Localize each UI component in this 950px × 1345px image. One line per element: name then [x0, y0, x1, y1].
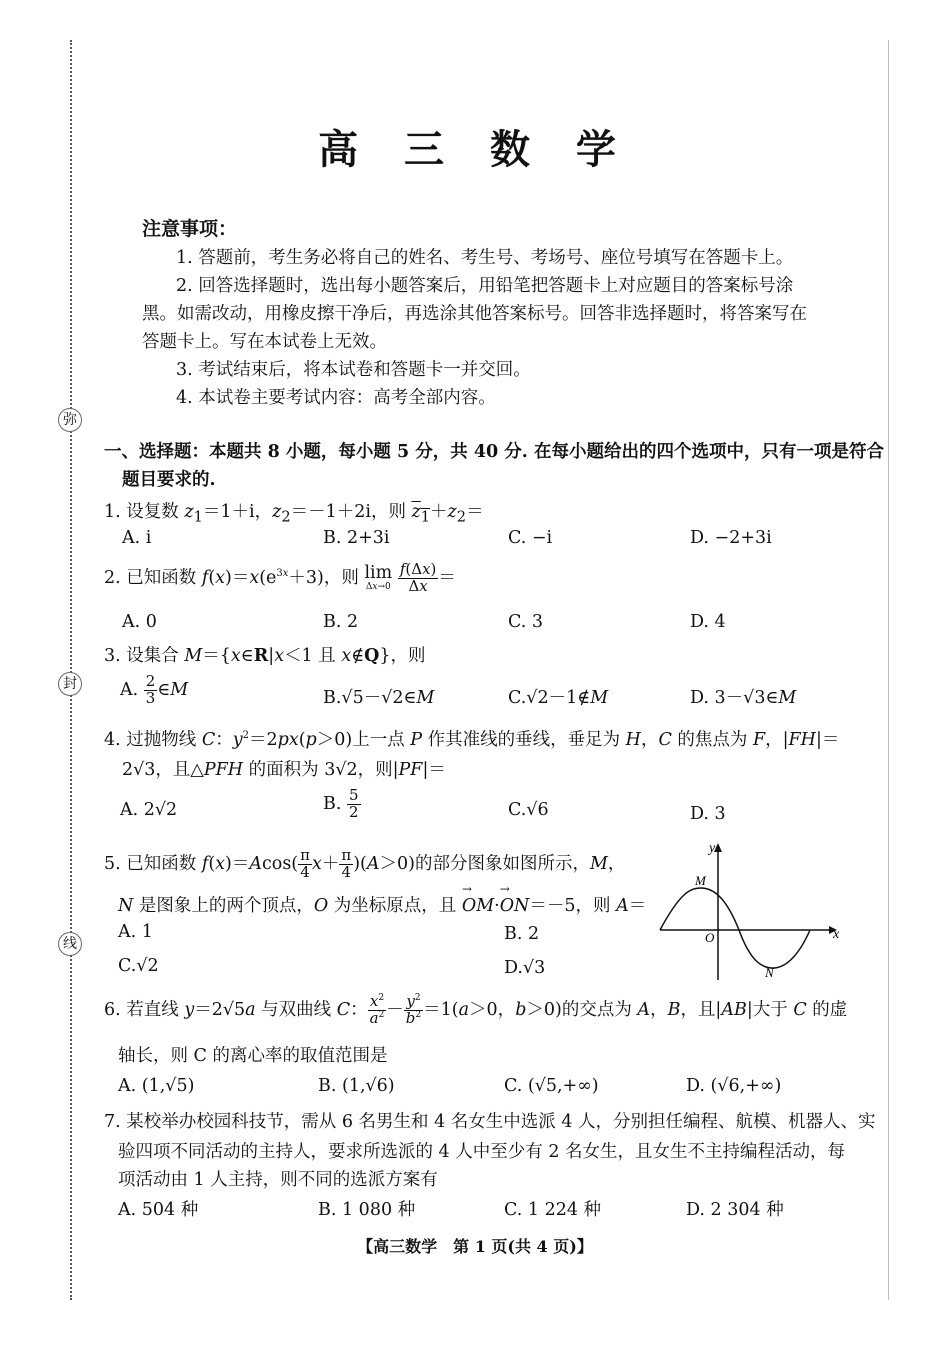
q1-option-c: C. −i	[508, 528, 553, 548]
question-7-cont: 项活动由 1 人主持，则不同的选派方案有	[118, 1170, 438, 1190]
section-heading: 一、选择题：本题共 8 小题，每小题 5 分，共 40 分. 在每小题给出的四个选项中，只有一项是符合	[104, 442, 884, 462]
note-line: 黑。如需改动，用橡皮擦干净后，再选涂其他答案标号。回答非选择题时，将答案写在	[142, 304, 807, 324]
x-axis-label: x	[833, 927, 840, 942]
side-mark-feng: 封	[58, 672, 82, 696]
q3-option-c: C.√2－1∉M	[508, 688, 609, 708]
q5-option-a: A. 1	[118, 922, 153, 942]
q2-option-a: A. 0	[122, 612, 157, 632]
q5-option-d: D.√3	[504, 958, 546, 978]
q1-option-a: A. i	[122, 528, 152, 548]
right-margin-line	[888, 40, 889, 1300]
q1-option-b: B. 2+3i	[323, 528, 390, 548]
q6-option-c: C. (√5,+∞)	[504, 1076, 599, 1096]
q5-option-b: B. 2	[504, 924, 540, 944]
page-title: 高 三 数 学	[318, 126, 632, 173]
note-line: 4. 本试卷主要考试内容：高考全部内容。	[176, 388, 496, 408]
question-1: 1. 设复数 $z_1=1+i$，$z_2=-1+2i$，则 $z_1+z_2=$	[104, 502, 484, 526]
note-line: 3. 考试结束后，将本试卷和答题卡一并交回。	[176, 360, 531, 380]
q1-option-d: D. −2+3i	[690, 528, 772, 548]
q7-option-a: A. 504 种	[118, 1200, 199, 1220]
q2-option-c: C. 3	[508, 612, 544, 632]
question-6-cont: 轴长，则 C 的离心率的取值范围是	[118, 1046, 388, 1066]
section-heading-cont: 题目要求的.	[122, 470, 216, 490]
q6-option-a: A. (1,√5)	[118, 1076, 195, 1096]
note-line: 答题卡上。写在本试卷上无效。	[142, 332, 387, 352]
question-7-cont: 验四项不同活动的主持人，要求所选派的 4 人中至少有 2 名女生，且女生不主持编程活动，每	[118, 1142, 846, 1162]
q4-option-c: C.√6	[508, 800, 549, 820]
y-axis-label: y	[709, 841, 716, 856]
q3-option-a: A. $\frac{2}{3}$ ∈M	[120, 672, 189, 707]
q6-option-b: B. (1,√6)	[318, 1076, 395, 1096]
note-line: 2. 回答选择题时，选出每小题答案后，用铅笔把答题卡上对应题目的答案标号涂	[176, 276, 794, 296]
question-3: 3. 设集合 M＝{x∈R|x＜1 且 x∉Q}，则	[104, 646, 426, 666]
q3-option-b: B.√5－√2∈M	[323, 688, 435, 708]
q7-option-c: C. 1 224 种	[504, 1200, 602, 1220]
q4-option-a: A. 2√2	[120, 800, 178, 820]
notes-heading: 注意事项：	[142, 218, 238, 240]
q3-option-d: D. 3－√3∈M	[690, 688, 797, 708]
q7-option-d: D. 2 304 种	[686, 1200, 784, 1220]
question-5: 5. 已知函数 f(x)＝Acos( $\frac{\pi}{4}$ x＋ $\frac{\pi}{4}$ )(A＞0)的部分图象如图所示，M，	[104, 846, 626, 881]
binding-dotted-line	[70, 40, 72, 1300]
q4-option-d: D. 3	[690, 804, 726, 824]
q4-option-b: B. $\frac{5}{2}$	[323, 786, 359, 821]
question-5-cont: N 是图象上的两个顶点，O 为坐标原点，且 OM → ·ON → ＝－5，则 A＝	[118, 882, 647, 916]
q2-option-b: B. 2	[323, 612, 359, 632]
question-7: 7. 某校举办校园科技节，需从 6 名男生和 4 名女生中选派 4 人，分别担任编程、航模、机器人、实	[104, 1112, 876, 1132]
q2-option-d: D. 4	[690, 612, 726, 632]
question-4-cont: 2√3，且△PFH 的面积为 3√2，则|PF|＝	[122, 760, 446, 780]
point-n-label: N	[765, 965, 774, 980]
q5-function-graph	[655, 838, 845, 983]
q5-option-c: C.√2	[118, 956, 159, 976]
question-4: 4. 过抛物线 C：$y^2=2px(p>0)$上一点 P 作其准线的垂线，垂足为 H，C 的焦点为 F，|FH|＝	[104, 730, 840, 750]
page-footer: 【高三数学 第 1 页(共 4 页)】	[357, 1237, 593, 1256]
point-m-label: M	[695, 873, 706, 888]
question-6: 6. 若直线 y＝2√5a 与双曲线 C： $\frac{x^2}{a^2}$ － $\frac{y^2}{b^2}$ ＝1(a＞0，b＞0)的交点为 A，B，且|AB|大于 C 的虚	[104, 992, 848, 1027]
side-mark-mi: 弥	[58, 408, 82, 432]
side-mark-xian: 线	[58, 932, 82, 956]
note-line: 1. 答题前，考生务必将自己的姓名、考生号、考场号、座位号填写在答题卡上。	[176, 248, 794, 268]
origin-label: O	[705, 930, 715, 945]
q6-option-d: D. (√6,+∞)	[686, 1076, 782, 1096]
question-2: 2. 已知函数 $f(x)=x(e^{3x}+3)$，则 lim Δx→0 $\frac{f(\Delta x)}{\Delta x}$ ＝	[104, 560, 456, 595]
cosine-curve	[660, 888, 810, 968]
q7-option-b: B. 1 080 种	[318, 1200, 416, 1220]
